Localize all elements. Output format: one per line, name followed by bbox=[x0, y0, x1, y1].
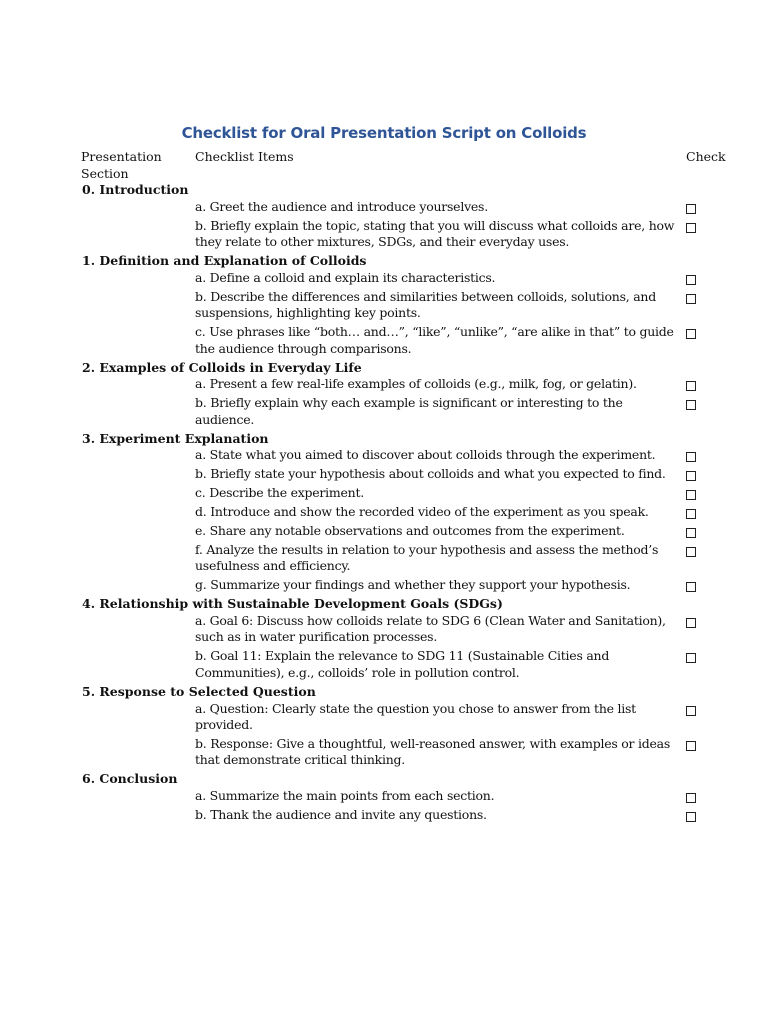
checkbox-icon[interactable] bbox=[686, 452, 696, 462]
checklist-item bbox=[0, 218, 675, 251]
checklist-body bbox=[0, 182, 768, 826]
checkbox-icon[interactable] bbox=[686, 294, 696, 304]
checklist-item bbox=[0, 199, 675, 216]
checkbox-icon[interactable] bbox=[686, 223, 696, 233]
checklist-item-text: b. Briefly explain the topic, stating that you will discuss what colloids are, how they relate to other mixtures, SDGs, and their everyday uses. bbox=[195, 217, 675, 250]
checkbox-icon[interactable] bbox=[686, 381, 696, 391]
document-title: Checklist for Oral Presentation Script on Colloids bbox=[181, 124, 587, 142]
checklist-item bbox=[0, 542, 675, 575]
checklist-item bbox=[0, 466, 675, 483]
checklist-item-text: b. Briefly state your hypothesis about colloids and what you expected to find. bbox=[195, 466, 666, 482]
checklist-item-text: c. Describe the experiment. bbox=[195, 485, 364, 501]
checkbox-icon[interactable] bbox=[686, 329, 696, 339]
section-title: 1. Definition and Explanation of Colloids bbox=[82, 253, 367, 269]
checklist-item-text: c. Use phrases like “both… and…”, “like”, “unlike”, “are alike in that” to guide the audience through comparisons. bbox=[195, 324, 674, 356]
checklist-item bbox=[0, 376, 675, 393]
checklist-item-text: b. Response: Give a thoughtful, well-reasoned answer, with examples or ideas that demonstrate critical thinking. bbox=[195, 735, 671, 768]
checklist-item-text: g. Summarize your findings and whether they support your hypothesis. bbox=[195, 577, 631, 593]
section-title: 2. Examples of Colloids in Everyday Life bbox=[82, 359, 362, 375]
checkbox-icon[interactable] bbox=[686, 618, 696, 628]
checklist-item bbox=[0, 523, 675, 540]
checklist-section bbox=[0, 360, 768, 429]
checklist-item bbox=[0, 504, 675, 521]
header-presentation-section: Presentation Section bbox=[81, 149, 162, 181]
checklist-item-text: a. Greet the audience and introduce yourselves. bbox=[195, 198, 488, 214]
checklist-section bbox=[0, 596, 768, 681]
checklist-item-text: a. Define a colloid and explain its characteristics. bbox=[195, 269, 496, 285]
checkbox-icon[interactable] bbox=[686, 547, 696, 557]
section-title: 5. Response to Selected Question bbox=[82, 683, 316, 699]
checkbox-icon[interactable] bbox=[686, 582, 696, 592]
checklist-section bbox=[0, 684, 768, 769]
section-title: 3. Experiment Explanation bbox=[82, 430, 269, 446]
checklist-item bbox=[0, 613, 675, 646]
section-title: 4. Relationship with Sustainable Development Goals (SDGs) bbox=[82, 596, 503, 612]
checkbox-icon[interactable] bbox=[686, 400, 696, 410]
section-title: 6. Conclusion bbox=[82, 771, 178, 787]
checkbox-icon[interactable] bbox=[686, 275, 696, 285]
checklist-item bbox=[0, 447, 675, 464]
checklist-item bbox=[0, 324, 675, 357]
checkbox-icon[interactable] bbox=[686, 741, 696, 751]
checklist-item-text: e. Share any notable observations and outcomes from the experiment. bbox=[195, 522, 625, 538]
checklist-item-text: b. Describe the differences and similarities between colloids, solutions, and suspensions, highlighting key points. bbox=[195, 288, 656, 321]
checklist-item-text: a. State what you aimed to discover about colloids through the experiment. bbox=[195, 447, 656, 463]
checkbox-icon[interactable] bbox=[686, 509, 696, 519]
checklist-item-text: a. Summarize the main points from each section. bbox=[195, 788, 495, 804]
checklist-item bbox=[0, 807, 675, 824]
checklist-item-text: a. Question: Clearly state the question you chose to answer from the list provided. bbox=[195, 700, 636, 733]
checkbox-icon[interactable] bbox=[686, 204, 696, 214]
checklist-item bbox=[0, 648, 675, 681]
section-title: 0. Introduction bbox=[82, 182, 189, 197]
checklist-item-text: b. Thank the audience and invite any questions. bbox=[195, 807, 487, 822]
checkbox-icon[interactable] bbox=[686, 812, 696, 822]
checklist-section bbox=[0, 431, 768, 594]
checklist-section bbox=[0, 182, 768, 251]
header-checklist-items: Checklist Items bbox=[195, 149, 294, 164]
checklist-item-text: b. Briefly explain why each example is significant or interesting to the audience. bbox=[195, 395, 623, 427]
checkbox-icon[interactable] bbox=[686, 528, 696, 538]
checkbox-icon[interactable] bbox=[686, 706, 696, 716]
checklist-item-text: b. Goal 11: Explain the relevance to SDG 11 (Sustainable Cities and Communities), e.g., colloids’ role in pollution control. bbox=[195, 648, 610, 680]
checkbox-icon[interactable] bbox=[686, 490, 696, 500]
checklist-item bbox=[0, 289, 675, 322]
checklist-item bbox=[0, 701, 675, 734]
checklist-section bbox=[0, 771, 768, 823]
checklist-item bbox=[0, 485, 675, 502]
checkbox-icon[interactable] bbox=[686, 653, 696, 663]
checklist-item-text: a. Goal 6: Discuss how colloids relate to SDG 6 (Clean Water and Sanitation), such as in water purification processes. bbox=[195, 612, 666, 645]
checklist-section bbox=[0, 253, 768, 357]
checklist-item bbox=[0, 736, 675, 769]
checklist-item-text: f. Analyze the results in relation to your hypothesis and assess the method’s usefulness and efficiency. bbox=[195, 541, 659, 574]
checklist-item bbox=[0, 270, 675, 287]
checkbox-icon[interactable] bbox=[686, 471, 696, 481]
checklist-item bbox=[0, 788, 675, 805]
header-check: Check bbox=[686, 149, 726, 164]
checkbox-icon[interactable] bbox=[686, 793, 696, 803]
checklist-item-text: a. Present a few real-life examples of colloids (e.g., milk, fog, or gelatin). bbox=[195, 376, 637, 392]
checklist-item-text: d. Introduce and show the recorded video of the experiment as you speak. bbox=[195, 504, 649, 520]
checklist-item bbox=[0, 395, 675, 428]
checklist-item bbox=[0, 577, 675, 594]
